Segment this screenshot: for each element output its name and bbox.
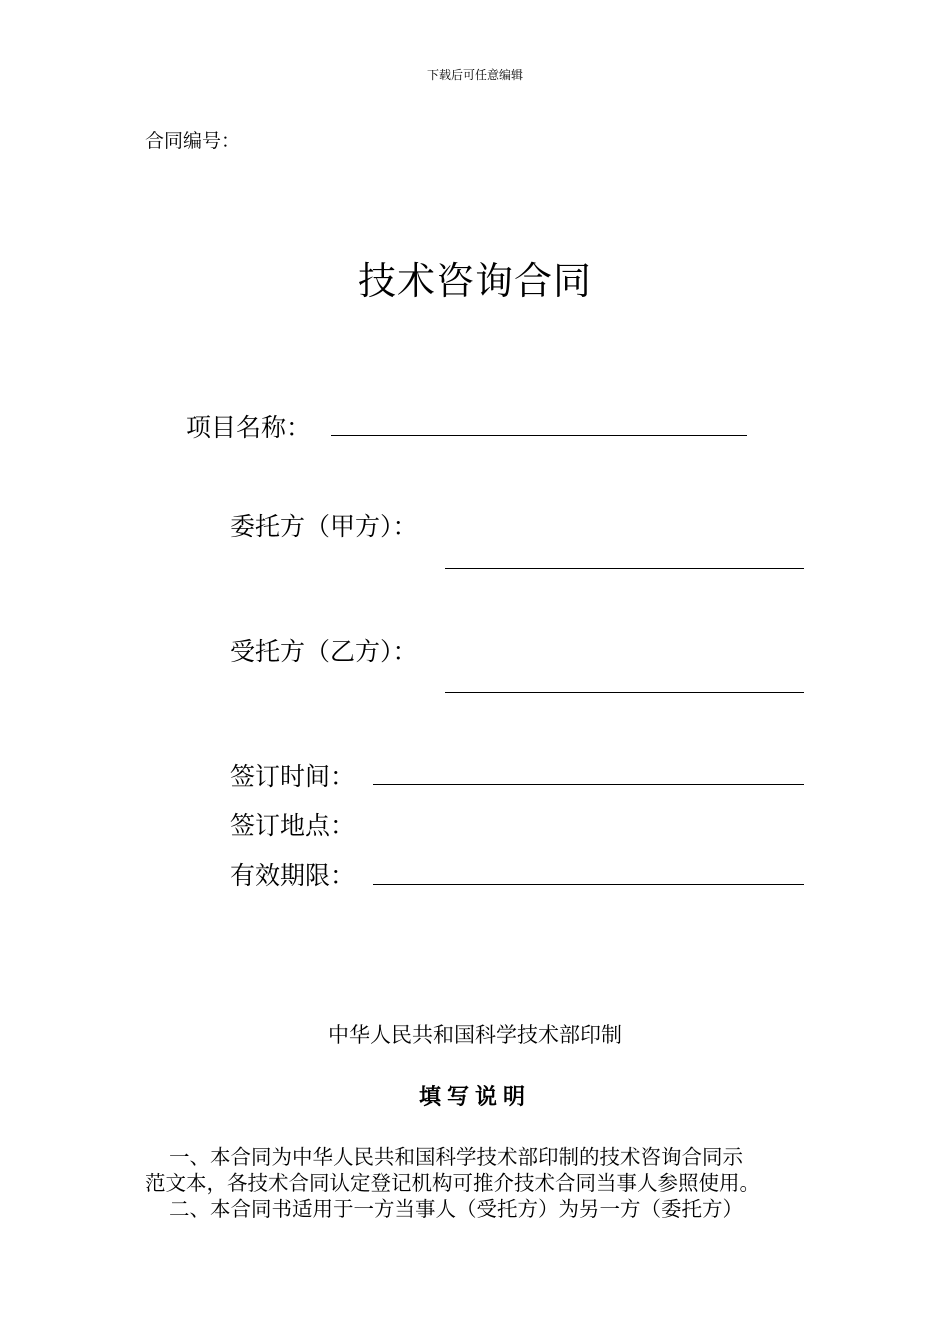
header-note: 下载后可任意编辑 [426, 68, 523, 82]
client-label: 委托方（甲方）： [230, 512, 418, 541]
instructions-paragraph-1-line-1: 一、本合同为中华人民共和国科学技术部印制的技术咨询合同示 [169, 1145, 743, 1169]
instructions-paragraph-1-line-2: 范文本，各技术合同认定登记机构可推介技术合同当事人参照使用。 [145, 1171, 760, 1195]
project-name-label: 项目名称： [186, 413, 312, 442]
publisher-line: 中华人民共和国科学技术部印制 [328, 1023, 622, 1047]
sign-date-blank [373, 784, 804, 785]
instructions-paragraph-2-line-1: 二、本合同书适用于一方当事人（受托方）为另一方（委托方） [169, 1197, 743, 1221]
validity-blank [373, 884, 804, 885]
instructions-heading: 填写说明 [418, 1085, 531, 1110]
sign-date-label: 签订时间： [230, 762, 356, 791]
client-blank [445, 568, 804, 569]
contract-number-label: 合同编号： [145, 130, 241, 152]
consultant-label: 受托方（乙方）： [230, 637, 418, 666]
document-title: 技术咨询合同 [357, 259, 592, 303]
consultant-blank [445, 692, 804, 693]
project-name-blank [331, 435, 747, 436]
validity-label: 有效期限： [230, 861, 356, 890]
sign-place-label: 签订地点： [230, 811, 356, 840]
